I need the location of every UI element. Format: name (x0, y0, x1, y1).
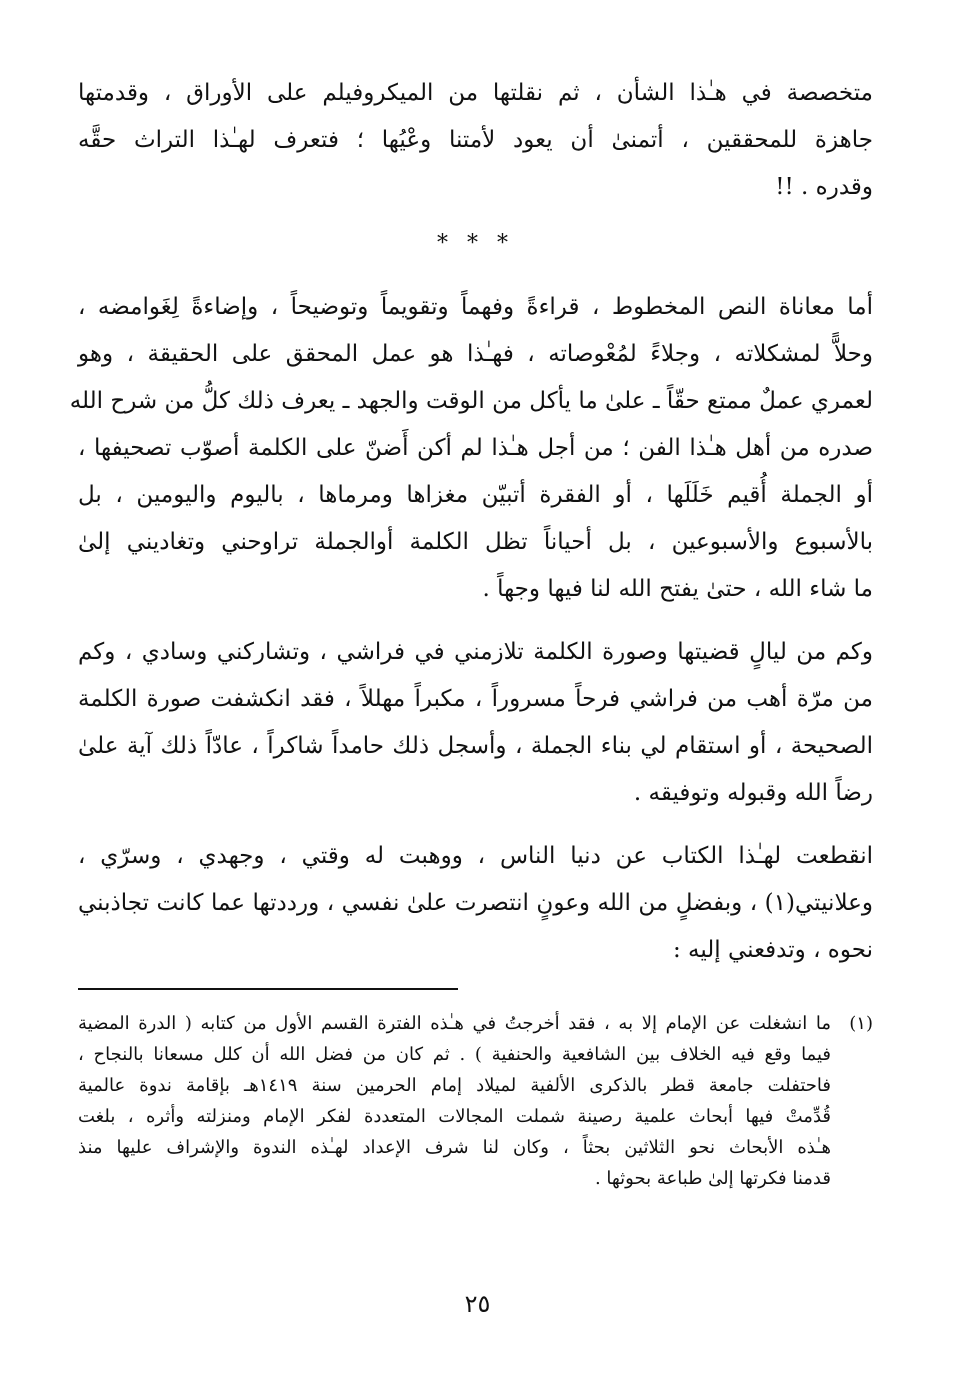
paragraph-line: وقدره . !! (775, 174, 873, 200)
footnote (78, 1008, 873, 1194)
footnote-line: قدمنا فكرتها إلىٰ طباعة بحوثها . (594, 1168, 831, 1189)
footnote-line: فيما وقع فيه الخلاف بين الشافعية والحنفية ) . ثم كان من فضل الله أن كلل مسعانا بالنجاح ، (78, 1044, 831, 1065)
paragraph-line: نحوه ، وتدفعني إليه : (672, 937, 873, 963)
paragraph-line: وكم من ليالٍ قضيتها وصورة الكلمة تلازمني في فراشي ، وتشاركني وسادي ، وكم (78, 639, 873, 665)
paragraph-line: لعمري عملٌ ممتع حقّاً ـ علىٰ ما يأكل من الوقت والجهد ـ يعرف ذلك كلُّ من شرح الله (69, 388, 873, 414)
page-content (69, 70, 873, 1189)
paragraph-1 (78, 70, 873, 211)
footnote-line: قُدِّمتْ فيها أبحاث علمية رصينة شملت المجالات المتعددة لفكر الإمام ومنزلته وأثره ، بلغت (78, 1106, 832, 1127)
paragraph-3 (78, 629, 873, 817)
footnote-line: ما انشغلت عن الإمام إلا به ، فقد أخرجتُ في هـٰذه الفترة القسم الأول من كتابه ( الدرة المضية (78, 1013, 831, 1034)
section-separator-stars: * * * (437, 231, 514, 256)
paragraph-line: متخصصة في هـٰذا الشأن ، ثم نقلتها من الميكروفيلم على الأوراق ، وقدمتها (78, 80, 873, 106)
paragraph-2 (69, 284, 873, 613)
paragraph-line: وحلاًّ لمشكلاته ، وجلاءً لمُعْوصاته ، فهـٰذا هو عمل المحقق على الحقيقة ، وهو (78, 341, 873, 367)
footnote-marker: (١) (849, 1013, 873, 1034)
paragraph-4 (78, 833, 873, 974)
paragraph-line: بالأسبوع والأسبوعين ، بل أحياناً تظل الكلمة أوالجملة تراوحني وتغاديني إلىٰ (78, 529, 873, 555)
paragraph-line: أما معاناة النص المخطوط ، قراءةً وفهماً وتقويماً وتوضيحاً ، وإضاءةً لِغَوامضه ، (78, 294, 873, 320)
paragraph-line: انقطعت لهـٰذا الكتاب عن دنيا الناس ، ووهبت له وقتي ، وجهدي ، وسرّي ، (78, 843, 873, 869)
paragraph-line: ما شاء الله ، حتىٰ يفتح الله لنا فيها وجهاً . (482, 576, 873, 602)
footnote-separator-rule (78, 988, 458, 990)
paragraph-line: من مرّة أهب من فراشي فرحاً مسروراً ، مكبراً مهللاً ، فقد انكشفت صورة الكلمة (78, 686, 873, 712)
paragraph-line: أو الجملة أُقيم خَلَلَها ، أو الفقرة أتبيّن مغزاها ومرماها ، باليوم واليومين ، بل (78, 482, 873, 508)
footnote-text (78, 1008, 831, 1194)
footnote-line: فاحتفلت جامعة قطر بالذكرى الألفية لميلاد إمام الحرمين سنة ١٤١٩هـ بإقامة ندوة عالمية (78, 1075, 831, 1096)
paragraph-line: الصحيحة ، أو استقام لي بناء الجملة ، وأسجل ذلك حامداً شاكراً ، عادّاً ذلك آية علىٰ (78, 733, 873, 759)
paragraph-line: جاهزة للمحققين ، أتمنىٰ أن يعود لأمتنا وعْيُها ؛ فتعرف لهـٰذا التراث حقَّه (78, 127, 873, 153)
paragraph-line: رضاً الله وقبوله وتوفيقه . (633, 780, 873, 806)
paragraph-line: وعلانيتي(١) ، وبفضلٍ من الله وعونٍ انتصرت علىٰ نفسي ، ورددتها عما كانت تجاذبني (78, 890, 873, 916)
paragraph-line: صدره من أهل هـٰذا الفن ؛ من أجل هـٰذا لم أكن أَضنّ على الكلمة أصوّب تصحيفها ، (78, 435, 873, 461)
footnote-line: هـٰذه الأبحاث نحو الثلاثين بحثاً ، وكان لنا شرف الإعداد لهـٰذه الندوة والإشراف عليها منذ (78, 1137, 831, 1158)
page-number: ٢٥ (464, 1290, 491, 1318)
